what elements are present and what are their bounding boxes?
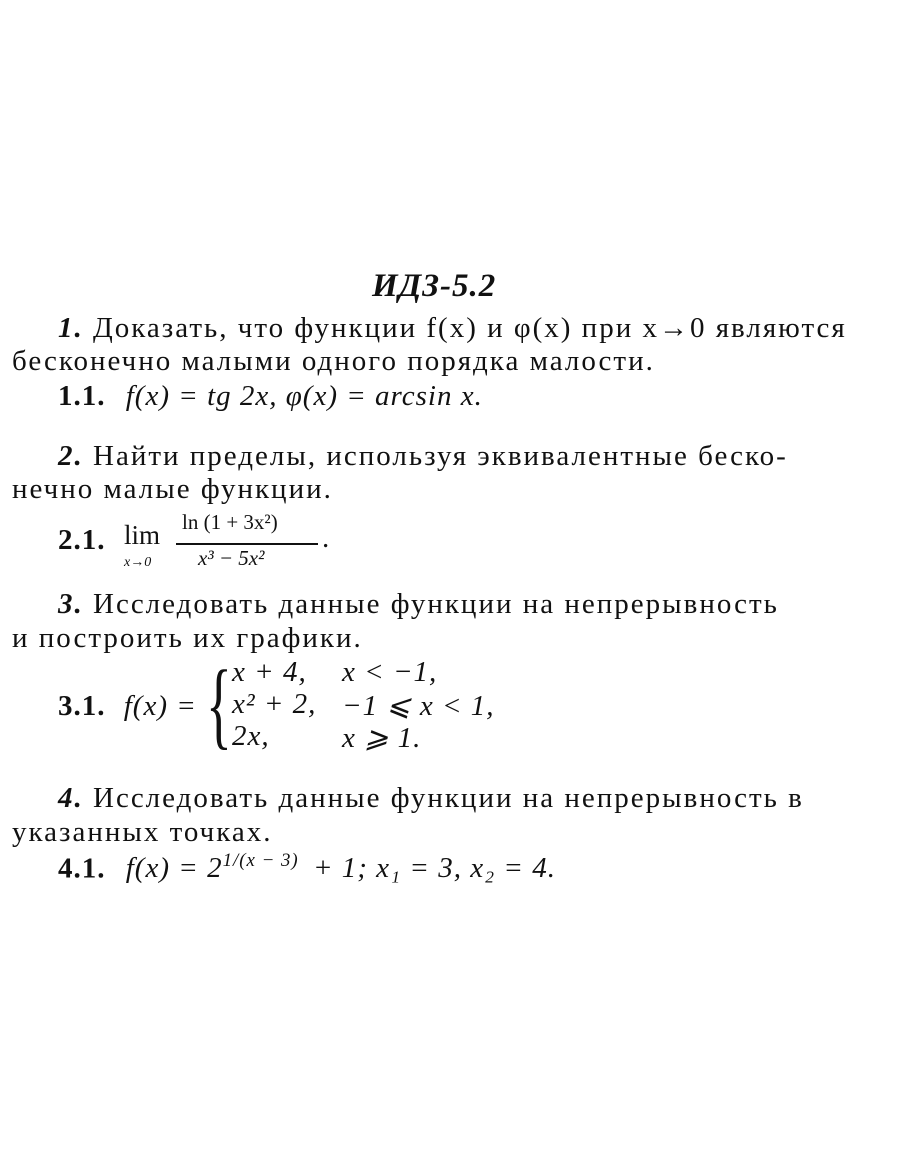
task3-lhs: f(x) = — [123, 690, 197, 722]
task3-case1-expr: x + 4, — [232, 656, 307, 688]
task2-item-label: 2.1. — [58, 524, 106, 556]
task4-item-label: 4.1. — [58, 852, 106, 885]
page-title: ИДЗ-5.2 — [372, 268, 497, 304]
task3-case2-cond: −1 ⩽ x < 1, — [342, 690, 495, 722]
task2-text1: Найти пределы, используя эквивалентные беско- — [93, 440, 788, 472]
task3-case1-cond: x < −1, — [342, 656, 438, 688]
task1-item — [58, 380, 483, 413]
task2-number: 2. — [58, 440, 84, 472]
task3-case2-expr: x² + 2, — [232, 688, 317, 720]
left-brace: { — [206, 651, 232, 759]
task1-line1 — [58, 312, 847, 345]
task2-fraction-bar — [176, 543, 318, 545]
task4-item — [58, 850, 556, 885]
task2-numerator: ln (1 + 3x²) — [182, 510, 278, 534]
task2-line1 — [58, 440, 788, 473]
task4-text1: Исследовать данные функции на непрерывность в — [93, 782, 804, 814]
task3-line1 — [58, 588, 779, 621]
task4-line2: указанных точках. — [12, 816, 273, 848]
task1-item-label: 1.1. — [58, 380, 106, 412]
task2-lim-sub: x→0 — [124, 555, 152, 570]
task4-formula-base: f(x) = 2 — [125, 852, 223, 885]
task1-item-formula: f(x) = tg 2x, φ(x) = arcsin x. — [125, 380, 483, 412]
task3-item-label: 3.1. — [58, 690, 106, 722]
task1-text1: Доказать, что функции f(x) и φ(x) при x→0 являются — [93, 312, 847, 344]
task2-denominator: x³ − 5x² — [198, 546, 265, 570]
task3-text1: Исследовать данные функции на непрерывность — [93, 588, 779, 620]
task3-item — [58, 690, 197, 723]
task4-formula-exp: 1/(x − 3) — [222, 850, 299, 871]
task2-lim: lim — [124, 520, 161, 550]
task1-line2: бесконечно малыми одного порядка малости. — [12, 345, 655, 377]
task3-case3-expr: 2x, — [232, 720, 270, 752]
task4-number: 4. — [58, 782, 84, 814]
task2-end: . — [322, 522, 331, 554]
task4-formula-rest: + 1; x₁ = 3, x₂ = 4. — [312, 852, 556, 885]
task4-line1 — [58, 782, 804, 815]
task3-number: 3. — [58, 588, 84, 620]
task3-line2: и построить их графики. — [12, 622, 363, 654]
task3-case3-cond: x ⩾ 1. — [342, 722, 422, 754]
task2-line2: нечно малые функции. — [12, 473, 333, 505]
task1-number: 1. — [58, 312, 84, 344]
